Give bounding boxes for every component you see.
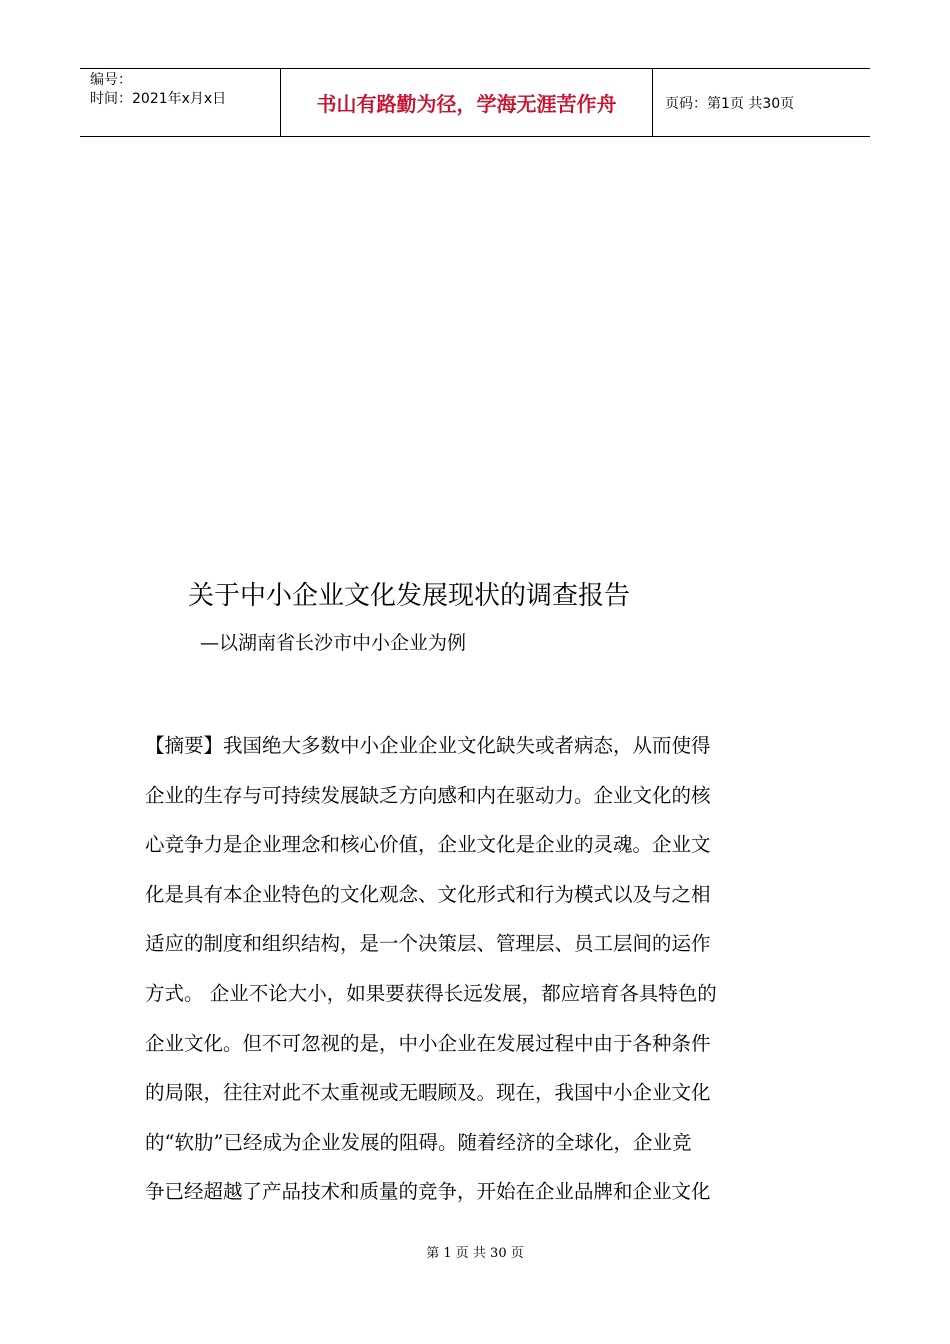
document-title: 关于中小企业文化发展现状的调查报告 [188,581,631,611]
abstract-line: 化是具有本企业特色的文化观念、文化形式和行为模式以及与之相 [145,882,711,906]
abstract-line: 的“软肋”已经成为企业发展的阻碍。随着经济的全球化，企业竞 [145,1130,692,1154]
abstract-line: 适应的制度和组织结构，是一个决策层、管理层、员工层间的运作 [145,932,711,956]
abstract-line: 心竞争力是企业理念和核心价值，企业文化是企业的灵魂。企业文 [145,833,711,857]
abstract-line: 企业文化。但不可忽视的是，中小企业在发展过程中由于各种条件 [145,1031,711,1055]
document-date-label: 时间：2021年x月x日 [90,91,227,107]
abstract-line: 【摘要】我国绝大多数中小企业企业文化缺失或者病态，从而使得 [145,734,711,757]
header-page-cell [653,69,870,136]
abstract-line: 企业的生存与可持续发展缺乏方向感和内在驱动力。企业文化的核 [145,783,711,807]
document-subtitle: —以湖南省长沙市中小企业为例 [200,632,467,654]
abstract-line: 的局限，往往对此不太重视或无暇顾及。现在，我国中小企业文化 [145,1081,711,1105]
header-motto-cell [281,69,653,136]
page-header [80,68,870,137]
abstract-line: 争已经超越了产品技术和质量的竞争，开始在企业品牌和企业文化 [145,1180,711,1204]
header-page-code: 页码：第1页 共30页 [665,95,795,112]
document-number-label: 编号： [90,72,132,88]
abstract-paragraph [145,726,805,1222]
header-meta-cell [80,69,281,136]
abstract-line: 方式。 企业不论大小，如果要获得长远发展，都应培育各具特色的 [145,981,717,1005]
header-motto: 书山有路勤为径，学海无涯苦作舟 [316,92,617,116]
page-footer: 第 1 页 共 30 页 [426,1246,524,1261]
